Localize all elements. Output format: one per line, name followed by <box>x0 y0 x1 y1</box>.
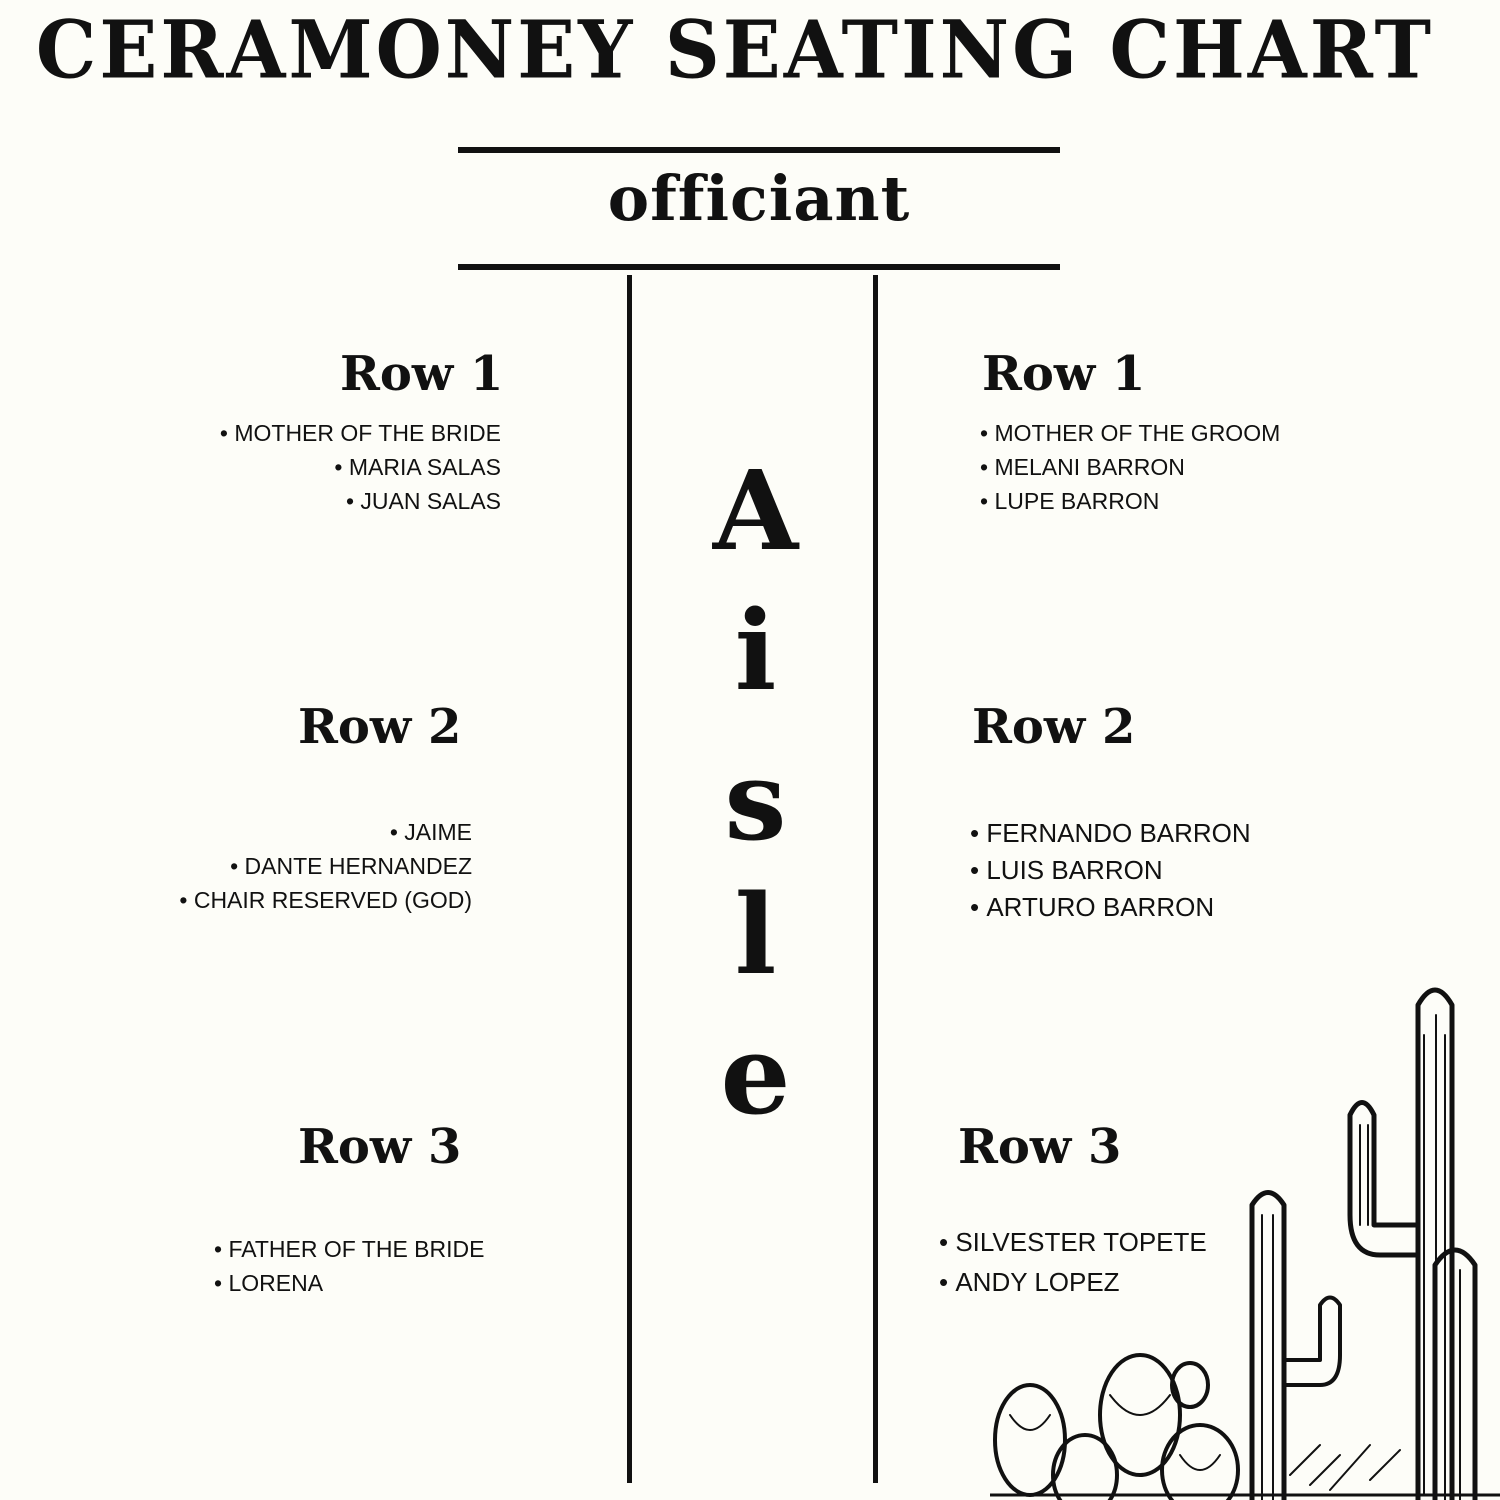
guest-name: • LUIS BARRON <box>970 852 1251 889</box>
left-row-3-heading: Row 3 <box>298 1119 462 1175</box>
page-title: CERAMONEY SEATING CHART <box>35 2 1435 97</box>
guest-name: • CHAIR RESERVED (GOD) <box>179 883 472 917</box>
guest-name: • MOTHER OF THE GROOM <box>980 416 1280 450</box>
guest-name: • MOTHER OF THE BRIDE <box>220 416 501 450</box>
right-row-2-heading: Row 2 <box>972 699 1136 755</box>
guest-name: • DANTE HERNANDEZ <box>179 849 472 883</box>
left-row-2-names <box>179 815 472 917</box>
officiant-label: officiant <box>607 162 911 235</box>
guest-name: • MELANI BARRON <box>980 450 1280 484</box>
guest-name: • LUPE BARRON <box>980 484 1280 518</box>
guest-name: • ARTURO BARRON <box>970 889 1251 926</box>
guest-name: • SILVESTER TOPETE <box>939 1222 1207 1262</box>
guest-name: • FATHER OF THE BRIDE <box>214 1232 484 1266</box>
right-row-2-names <box>970 815 1251 926</box>
guest-name: • JUAN SALAS <box>220 484 501 518</box>
right-row-3-heading: Row 3 <box>958 1119 1122 1175</box>
aisle-letter: A <box>712 446 799 575</box>
right-row-1-names <box>980 416 1280 518</box>
cactus-illustration <box>990 975 1500 1500</box>
left-row-1-heading: Row 1 <box>340 346 504 402</box>
right-row-1-heading: Row 1 <box>982 346 1146 402</box>
guest-name: • JAIME <box>179 815 472 849</box>
left-row-2-heading: Row 2 <box>298 699 462 755</box>
aisle-letter: s <box>724 736 787 865</box>
aisle-letter: i <box>734 586 777 715</box>
aisle-letter: e <box>720 1010 791 1139</box>
aisle-letter: l <box>734 870 777 999</box>
left-row-3-names <box>214 1232 484 1300</box>
officiant-top-rule <box>458 147 1060 153</box>
guest-name: • ANDY LOPEZ <box>939 1262 1207 1302</box>
left-row-1-names <box>220 416 501 518</box>
guest-name: • MARIA SALAS <box>220 450 501 484</box>
aisle-left-line <box>627 275 632 1483</box>
guest-name: • FERNANDO BARRON <box>970 815 1251 852</box>
guest-name: • LORENA <box>214 1266 484 1300</box>
officiant-bottom-rule <box>458 264 1060 270</box>
